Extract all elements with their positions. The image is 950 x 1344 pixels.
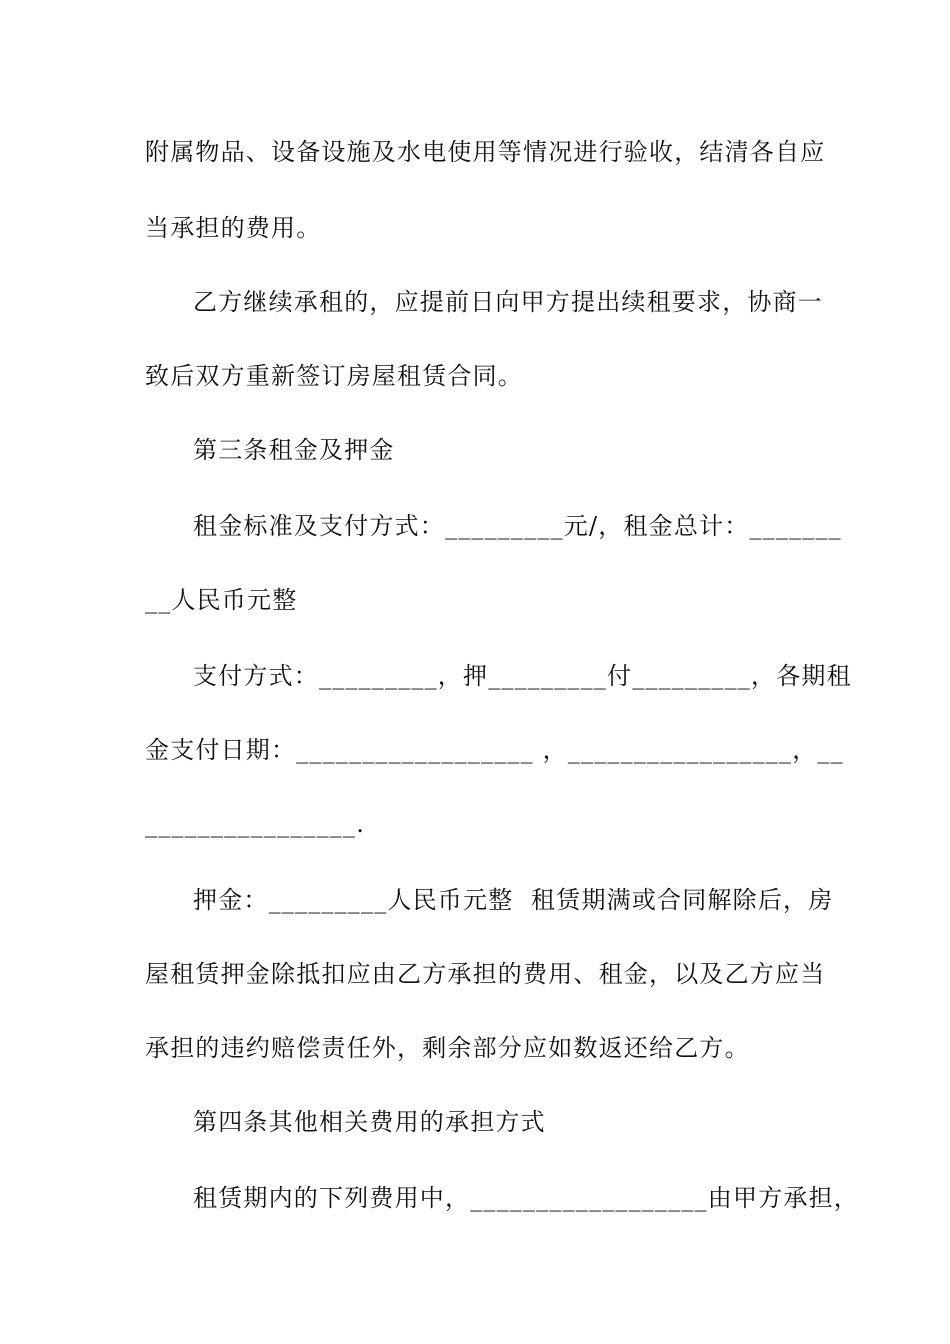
- text-line: 乙方继续承租的，应提前日向甲方提出续租要求，协商一: [193, 288, 823, 316]
- text-line: 当承担的费用。: [145, 214, 322, 242]
- text-line: __人民币元整: [145, 586, 298, 614]
- section-heading: 第三条租金及押金: [193, 436, 395, 464]
- text-line: ________________.: [145, 810, 366, 838]
- text-line: 致后双方重新签订房屋租赁合同。: [145, 362, 523, 390]
- text-line: 租金标准及支付方式：_________元/，租金总计：_______: [193, 512, 842, 540]
- text-line: 租赁期内的下列费用中，__________________由甲方承担，: [193, 1184, 859, 1212]
- text-line: 押金：_________人民币元整 租赁期满或合同解除后，房: [193, 886, 834, 914]
- text-line: 承担的违约赔偿责任外，剩余部分应如数返还给乙方。: [145, 1034, 750, 1062]
- section-heading: 第四条其他相关费用的承担方式: [193, 1108, 546, 1136]
- text-line: 屋租赁押金除抵扣应由乙方承担的费用、租金，以及乙方应当: [145, 960, 826, 988]
- text-line: 支付方式：_________，押_________付_________，各期租: [193, 662, 852, 690]
- text-line: 附属物品、设备设施及水电使用等情况进行验收，结清各自应: [145, 138, 826, 166]
- text-line: 金支付日期：__________________ ，_________________，__: [145, 736, 844, 764]
